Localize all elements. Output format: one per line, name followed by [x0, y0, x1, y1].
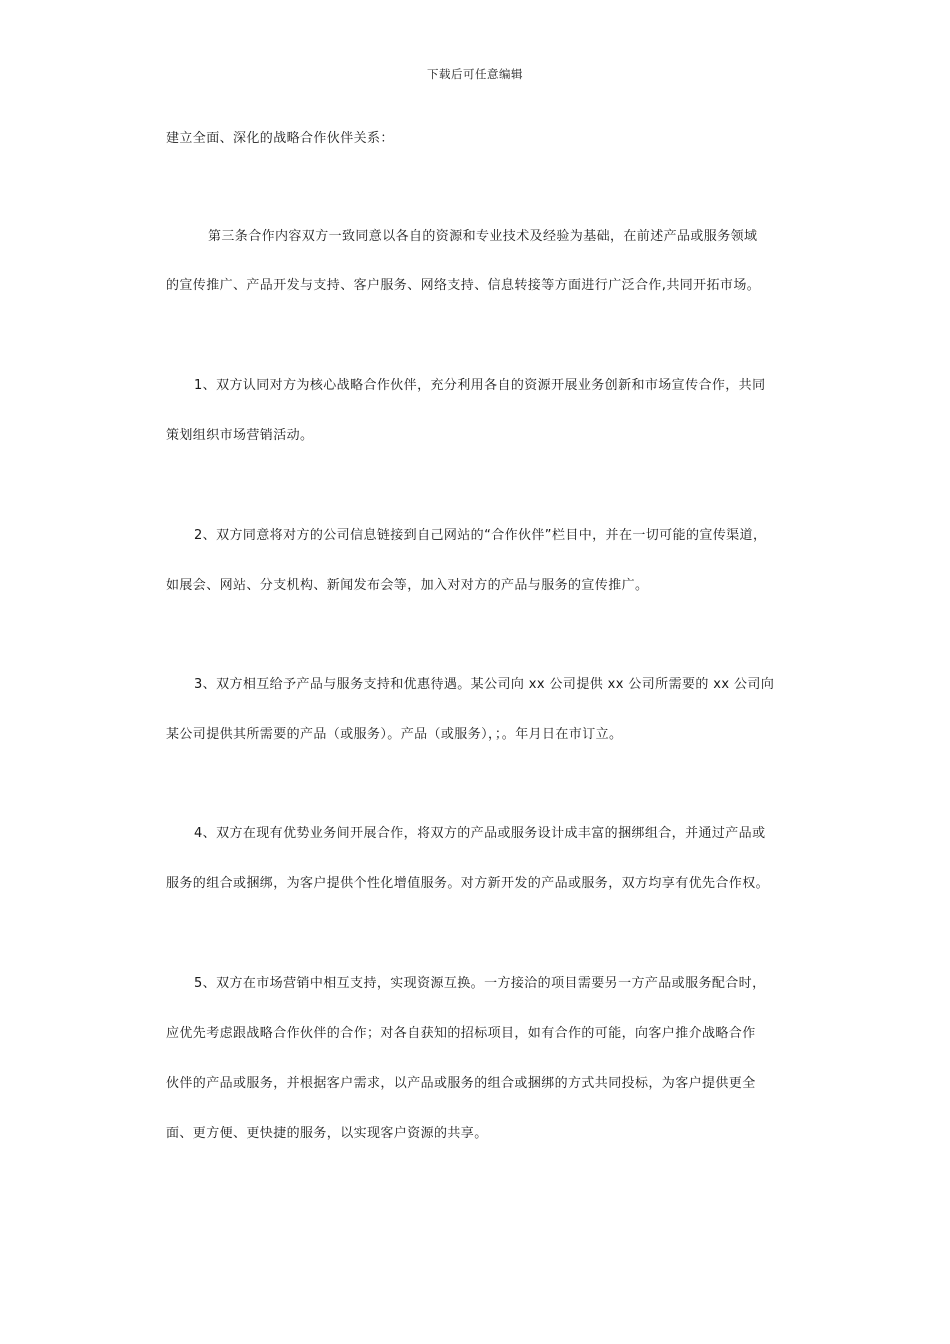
item2-line-1: 2、双方同意将对方的公司信息链接到自己网站的“合作伙伴”栏目中，并在一切可能的宣传渠道， [194, 528, 767, 543]
header-note: 下载后可任意编辑 [427, 67, 523, 81]
item4-line-2: 服务的组合或捆绑，为客户提供个性化增值服务。对方新开发的产品或服务，双方均享有优先合作权。 [166, 876, 770, 891]
item1-line-1: 1、双方认同对方为核心战略合作伙伴，充分利用各自的资源开展业务创新和市场宣传合作，共同 [194, 378, 766, 393]
item1-line-2: 策划组织市场营销活动。 [166, 428, 314, 443]
item3-line-1: 3、双方相互给予产品与服务支持和优惠待遇。某公司向 xx 公司提供 xx 公司所需要的 xx 公司向 [194, 677, 775, 692]
item4-line-1: 4、双方在现有优势业务间开展合作，将双方的产品或服务设计成丰富的捆绑组合，并通过产品或 [194, 826, 766, 841]
item5-line-1: 5、双方在市场营销中相互支持，实现资源互换。一方接洽的项目需要另一方产品或服务配合时， [194, 976, 766, 991]
intro-line: 建立全面、深化的战略合作伙伴关系： [166, 131, 394, 146]
article3-line-1: 第三条合作内容双方一致同意以各自的资源和专业技术及经验为基础，在前述产品或服务领域 [208, 229, 758, 244]
item3-line-2: 某公司提供其所需要的产品（或服务）。产品（或服务），；。年月日在市订立。 [166, 727, 623, 742]
item5-line-4: 面、更方便、更快捷的服务，以实现客户资源的共享。 [166, 1126, 488, 1141]
item5-line-2: 应优先考虑跟战略合作伙伴的合作；对各自获知的招标项目，如有合作的可能，向客户推介战略合作 [166, 1026, 756, 1041]
item5-line-3: 伙伴的产品或服务，并根据客户需求，以产品或服务的组合或捆绑的方式共同投标，为客户提供更全 [166, 1076, 756, 1091]
item2-line-2: 如展会、网站、分支机构、新闻发布会等，加入对对方的产品与服务的宣传推广。 [166, 578, 649, 593]
article3-line-2: 的宣传推广、产品开发与支持、客户服务、网络支持、信息转接等方面进行广泛合作,共同开拓市场。 [166, 278, 761, 293]
